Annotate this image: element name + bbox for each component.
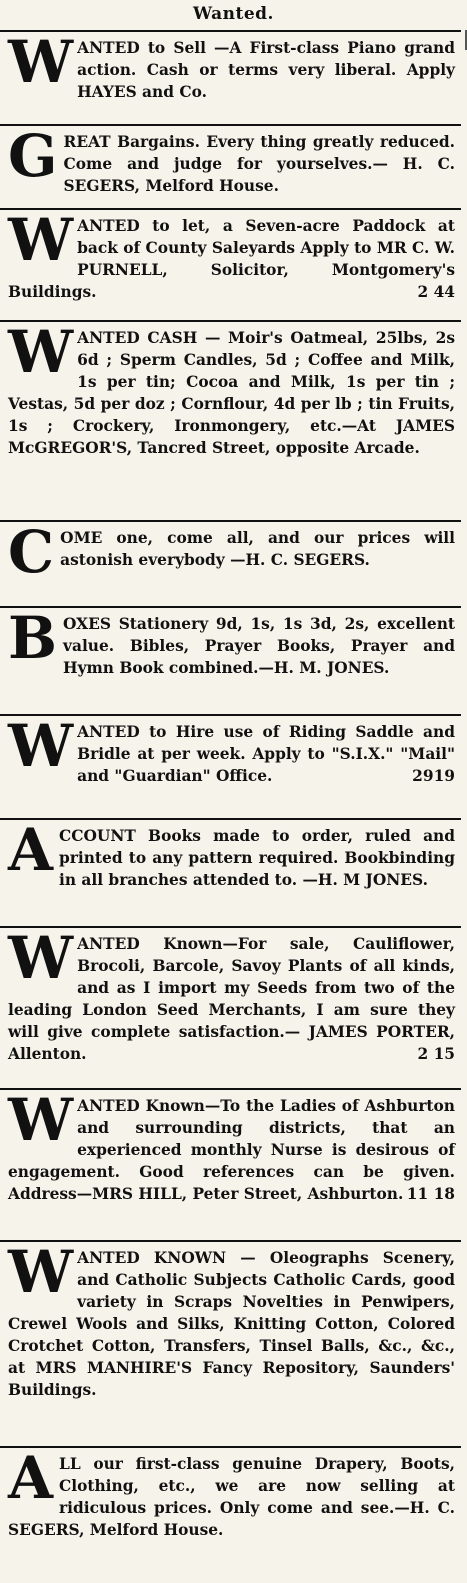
drop-cap: W	[8, 212, 72, 274]
drop-cap: W	[8, 1092, 72, 1154]
drop-cap: W	[8, 1244, 72, 1306]
ad-text: REAT Bargains. Every thing greatly reduced. Come and judge for yourselves.— H. C. SEGERS, Melford House.	[63, 133, 455, 195]
ad-text: ANTED CASH — Moir's Oatmeal, 25lbs, 2s 6d ; Sperm Candles, 5d ; Coffee and Milk, 1s per tin; Cocoa and Milk, 1s per tin ; Vestas, 5d per doz ; Cornflour, 4d per lb ; tin Fruits, 1s ; Crockery, Ironmongery, etc.—At JAMES McGREGOR'S, Tancred Street, opposite Arcade.	[8, 329, 455, 457]
drop-cap: B	[8, 610, 58, 672]
ad-body: ANTED to let, a Seven-acre Paddock at back of County Saleyards Apply to MR C. W. PURNELL, Solicitor, Montgomery's Buildings.	[8, 217, 455, 301]
divider	[0, 926, 461, 928]
ad-paddock-to-let	[2, 212, 461, 320]
divider	[0, 520, 461, 522]
ad-hire-saddle	[2, 718, 461, 818]
drop-cap: W	[8, 324, 72, 386]
ad-text: OXES Stationery 9d, 1s, 1s 3d, 2s, excellent value. Bibles, Prayer Books, Prayer and Hymn Book combined.—H. M. JONES.	[63, 615, 455, 677]
ad-body: ANTED Known—To the Ladies of Ashburton and surrounding districts, that an experienced monthly Nurse is desirous of engagement. Good references can be given. Address—MRS HILL, Peter Street, Ashburton.	[8, 1097, 455, 1203]
drop-cap: W	[8, 34, 72, 96]
divider	[0, 1240, 461, 1242]
ad-reference: 2 44	[417, 283, 455, 301]
ad-body: ANTED Known—For sale, Cauliflower, Brocoli, Barcole, Savoy Plants of all kinds, and as I import my Seeds from two of the leading London Seed Merchants, I am sure they will give complete satisfaction.— JAMES PORTER, Allenton.	[8, 935, 455, 1063]
divider	[0, 124, 461, 126]
divider	[0, 606, 461, 608]
ad-great-bargains	[2, 128, 461, 208]
drop-cap: W	[8, 718, 72, 780]
ad-text: ANTED to Sell —A First-class Piano grand action. Cash or terms very liberal. Apply HAYES and Co.	[77, 39, 455, 101]
ad-text: ANTED KNOWN — Oleographs Scenery, and Catholic Subjects Catholic Cards, good variety in Scraps Novelties in Penwipers, Crewel Wools and Silks, Knitting Cotton, Colored Crotchet Cotton, Transfers, Tinsel Balls, &c., &c., at MRS MANHIRE'S Fancy Repository, Saunders' Buildings.	[8, 1249, 455, 1399]
divider	[0, 208, 461, 210]
ad-wanted-cash	[2, 324, 461, 520]
ad-reference: 2919	[412, 767, 455, 785]
ad-account-books	[2, 822, 461, 926]
divider	[0, 714, 461, 716]
ad-reference: 2 15	[417, 1045, 455, 1063]
drop-cap: W	[8, 930, 72, 992]
divider	[0, 1088, 461, 1090]
divider	[0, 1446, 461, 1448]
drop-cap: A	[8, 822, 54, 884]
drop-cap: A	[8, 1450, 54, 1512]
ad-plants-for-sale	[2, 930, 461, 1088]
ad-fancy-repository	[2, 1244, 461, 1446]
ad-text: LL our first-class genuine Drapery, Boots, Clothing, etc., we are now selling at ridiculous prices. Only come and see.—H. C. SEGERS, Melford House.	[8, 1455, 455, 1539]
ad-body: ANTED to Hire use of Riding Saddle and Bridle at per week. Apply to "S.I.X." "Mail" and "Guardian" Office.	[77, 723, 455, 785]
ad-monthly-nurse	[2, 1092, 461, 1240]
divider	[0, 30, 461, 32]
divider	[0, 320, 461, 322]
ad-reference: 11 18	[406, 1185, 455, 1203]
divider	[0, 818, 461, 820]
ad-drapery-sale	[2, 1450, 461, 1580]
ad-boxes-stationery	[2, 610, 461, 714]
ad-come-one	[2, 524, 461, 606]
drop-cap: C	[8, 524, 55, 586]
ad-piano-for-sale	[2, 34, 461, 124]
drop-cap: G	[8, 128, 58, 190]
ad-text: CCOUNT Books made to order, ruled and printed to any pattern required. Bookbinding in all branches attended to. —H. M JONES.	[59, 827, 455, 889]
section-heading: Wanted.	[193, 4, 274, 24]
ad-text: OME one, come all, and our prices will astonish everybody —H. C. SEGERS.	[60, 529, 455, 569]
